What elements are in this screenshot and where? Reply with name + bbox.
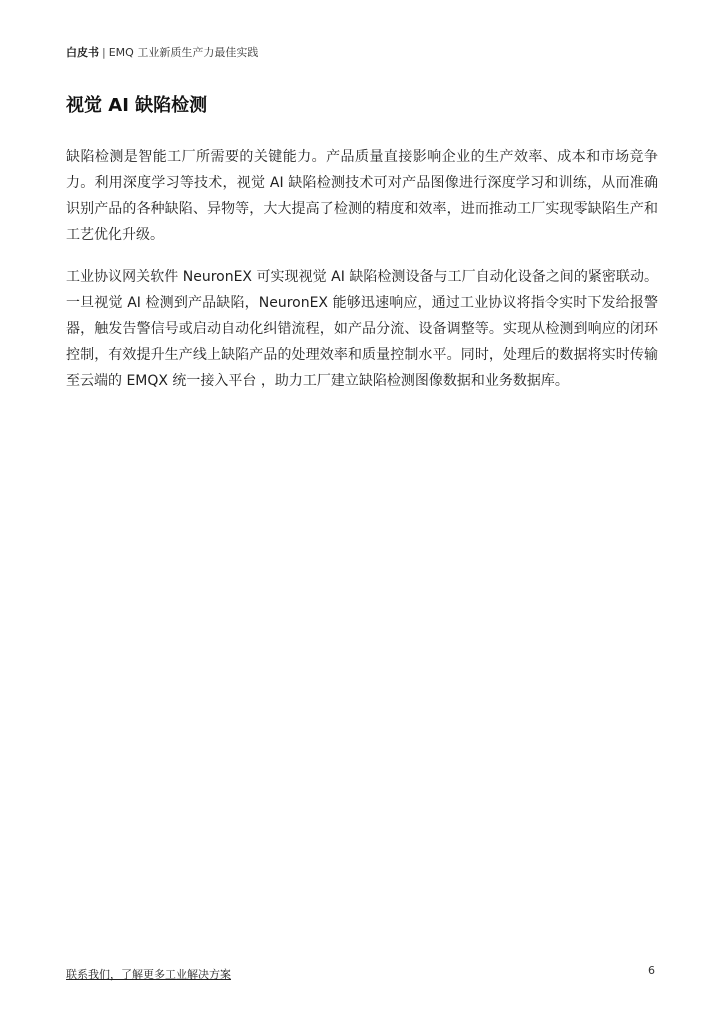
body-content <box>66 144 658 410</box>
contact-us-link[interactable]: 联系我们，了解更多工业解决方案 <box>66 968 231 981</box>
header-brand: 白皮书 <box>66 46 99 59</box>
section-title: 视觉 AI 缺陷检测 <box>66 95 208 116</box>
header-separator: | <box>102 46 106 59</box>
header-subtitle: EMQ 工业新质生产力最佳实践 <box>108 46 259 59</box>
page-number: 6 <box>648 964 655 977</box>
document-header <box>66 44 258 60</box>
paragraph-defect-detection-intro: 缺陷检测是智能工厂所需要的关键能力。产品质量直接影响企业的生产效率、成本和市场竞争力。利用深度学习等技术，视觉 AI 缺陷检测技术可对产品图像进行深度学习和训练，从而准确识别产品的各种缺陷、异物等，大大提高了检测的精度和效率，进而推动工厂实现零缺陷生产和工艺优化升级。 <box>66 149 658 243</box>
paragraph-neuronex-linkage: 工业协议网关软件 NeuronEX 可实现视觉 AI 缺陷检测设备与工厂自动化设备之间的紧密联动。一旦视觉 AI 检测到产品缺陷，NeuronEX 能够迅速响应，通过工业协议将指令实时下发给报警器，触发告警信号或启动自动化纠错流程，如产品分流、设备调整等。实现从检测到响应的闭环控制，有效提升生产线上缺陷产品的处理效率和质量控制水平。同时，处理后的数据将实时传输至云端的 EMQX 统一接入平台 ，助力工厂建立缺陷检测图像数据和业务数据库。 <box>66 269 658 389</box>
